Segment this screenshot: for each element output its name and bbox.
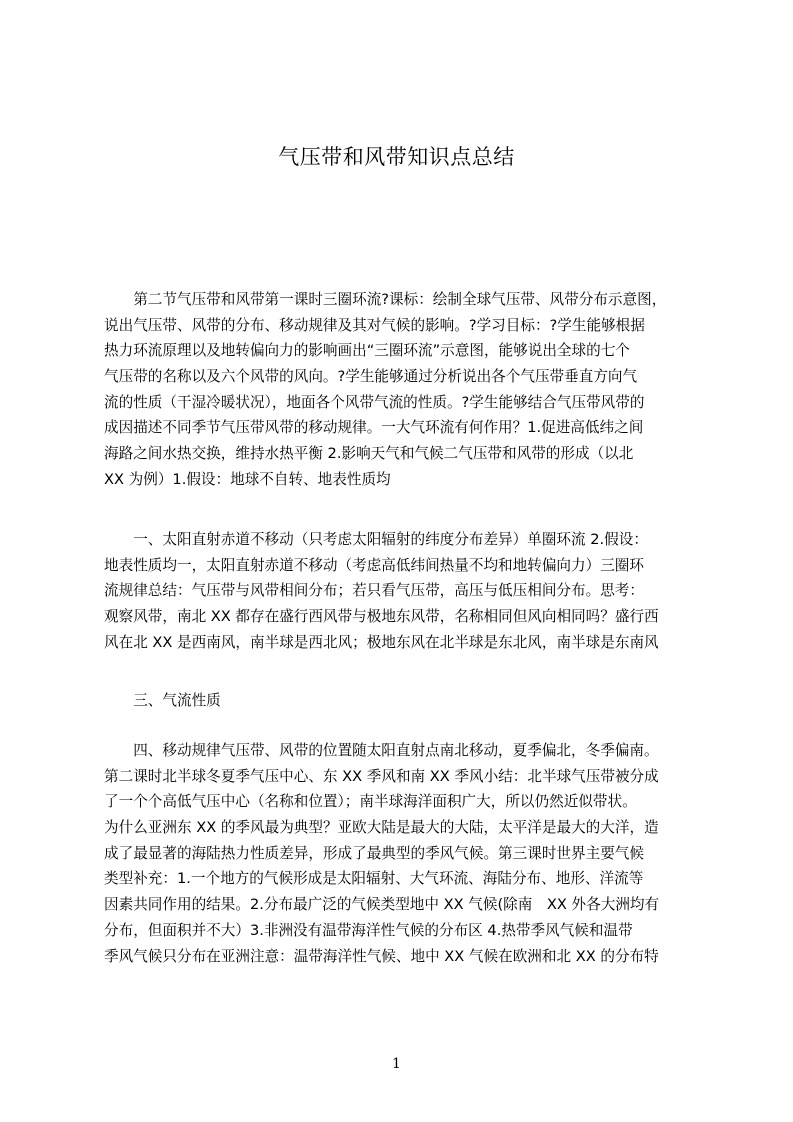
paragraph-line: 观察风带，南北 XX 都存在盛行西风带与极地东风带，名称相同但风向相同吗？盛行西 (104, 608, 659, 626)
paragraph-4 (104, 738, 700, 969)
paragraph-line: 四、移动规律气压带、风带的位置随太阳直射点南北移动，夏季偏北，冬季偏南。 (104, 742, 659, 759)
paragraph-line: 分布，但面积并不大）3.非洲没有温带海洋性气候的分布区 4.热带季风气候和温带 (104, 921, 633, 939)
paragraph-line: 热力环流原理以及地转偏向力的影响画出“三圈环流”示意图，能够说出全球的七个 (104, 342, 630, 360)
paragraph-line: 了一个个高低气压中心（名称和位置）；南半球海洋面积广大，所以仍然近似带状。 (104, 793, 637, 811)
paragraph-line: 类型补充：1.一个地方的气候形成是太阳辐射、大气环流、海陆分布、地形、洋流等 (104, 870, 644, 888)
paragraph-line: 季风气候只分布在亚洲注意：温带海洋性气候、地中 XX 气候在欧洲和北 XX 的分布特 (104, 947, 659, 965)
paragraph-line: 为什么亚洲东 XX 的季风最为典型？亚欧大陆是最大的大陆，太平洋是最大的大洋，造 (104, 819, 659, 837)
paragraph-line: 第二节气压带和风带第一课时三圈环流?课标：绘制全球气压带、风带分布示意图， (104, 291, 667, 308)
paragraph-line: 气压带的名称以及六个风带的风向。?学生能够通过分析说出各个气压带垂直方向气 (104, 368, 638, 386)
paragraph-line: 成因描述不同季节气压带风带的移动规律。一大气环流有何作用？1.促进高低纬之间 (104, 419, 644, 437)
page-number: 1 (392, 1056, 401, 1072)
paragraph-line: 成了最显著的海陆热力性质差异，形成了最典型的季风气候。第三课时世界主要气候 (104, 844, 644, 862)
paragraph-2 (104, 527, 700, 655)
paragraph-line: 一、太阳直射赤道不移动（只考虑太阳辐射的纬度分布差异）单圈环流 2.假设： (104, 531, 648, 548)
paragraph-line: 说出气压带、风带的分布、移动规律及其对气候的影响。?学习目标：?学生能够根据 (104, 316, 645, 334)
paragraph-line: 海路之间水热交换，维持水热平衡 2.影响天气和气候二气压带和风带的形成（以北 (104, 445, 634, 463)
paragraph-line: XX 为例）1.假设：地球不自转、地表性质均 (104, 470, 391, 488)
paragraph-line: 流的性质（干湿冷暖状况），地面各个风带气流的性质。?学生能够结合气压带风带的 (104, 393, 645, 411)
paragraph-line: 流规律总结：气压带与风带相间分布；若只看气压带，高压与低压相间分布。思考： (104, 582, 644, 600)
document-title: 气压带和风带知识点总结 (278, 145, 515, 169)
paragraph-line: 地表性质均一，太阳直射赤道不移动（考虑高低纬间热量不均和地转偏向力）三圈环 (104, 556, 644, 574)
paragraph-1 (104, 287, 700, 493)
paragraph-3 (104, 688, 700, 714)
section-heading: 三、气流性质 (104, 692, 221, 709)
paragraph-line: 因素共同作用的结果。2.分布最广泛的气候类型地中 XX 气候(除南 XX 外各大洲均有 (104, 896, 660, 914)
paragraph-line: 第二课时北半球冬夏季气压中心、东 XX 季风和南 XX 季风小结：北半球气压带被分成 (104, 767, 659, 785)
paragraph-line: 风在北 XX 是西南风，南半球是西北风；极地东风在北半球是东北风，南半球是东南风 (104, 633, 659, 651)
